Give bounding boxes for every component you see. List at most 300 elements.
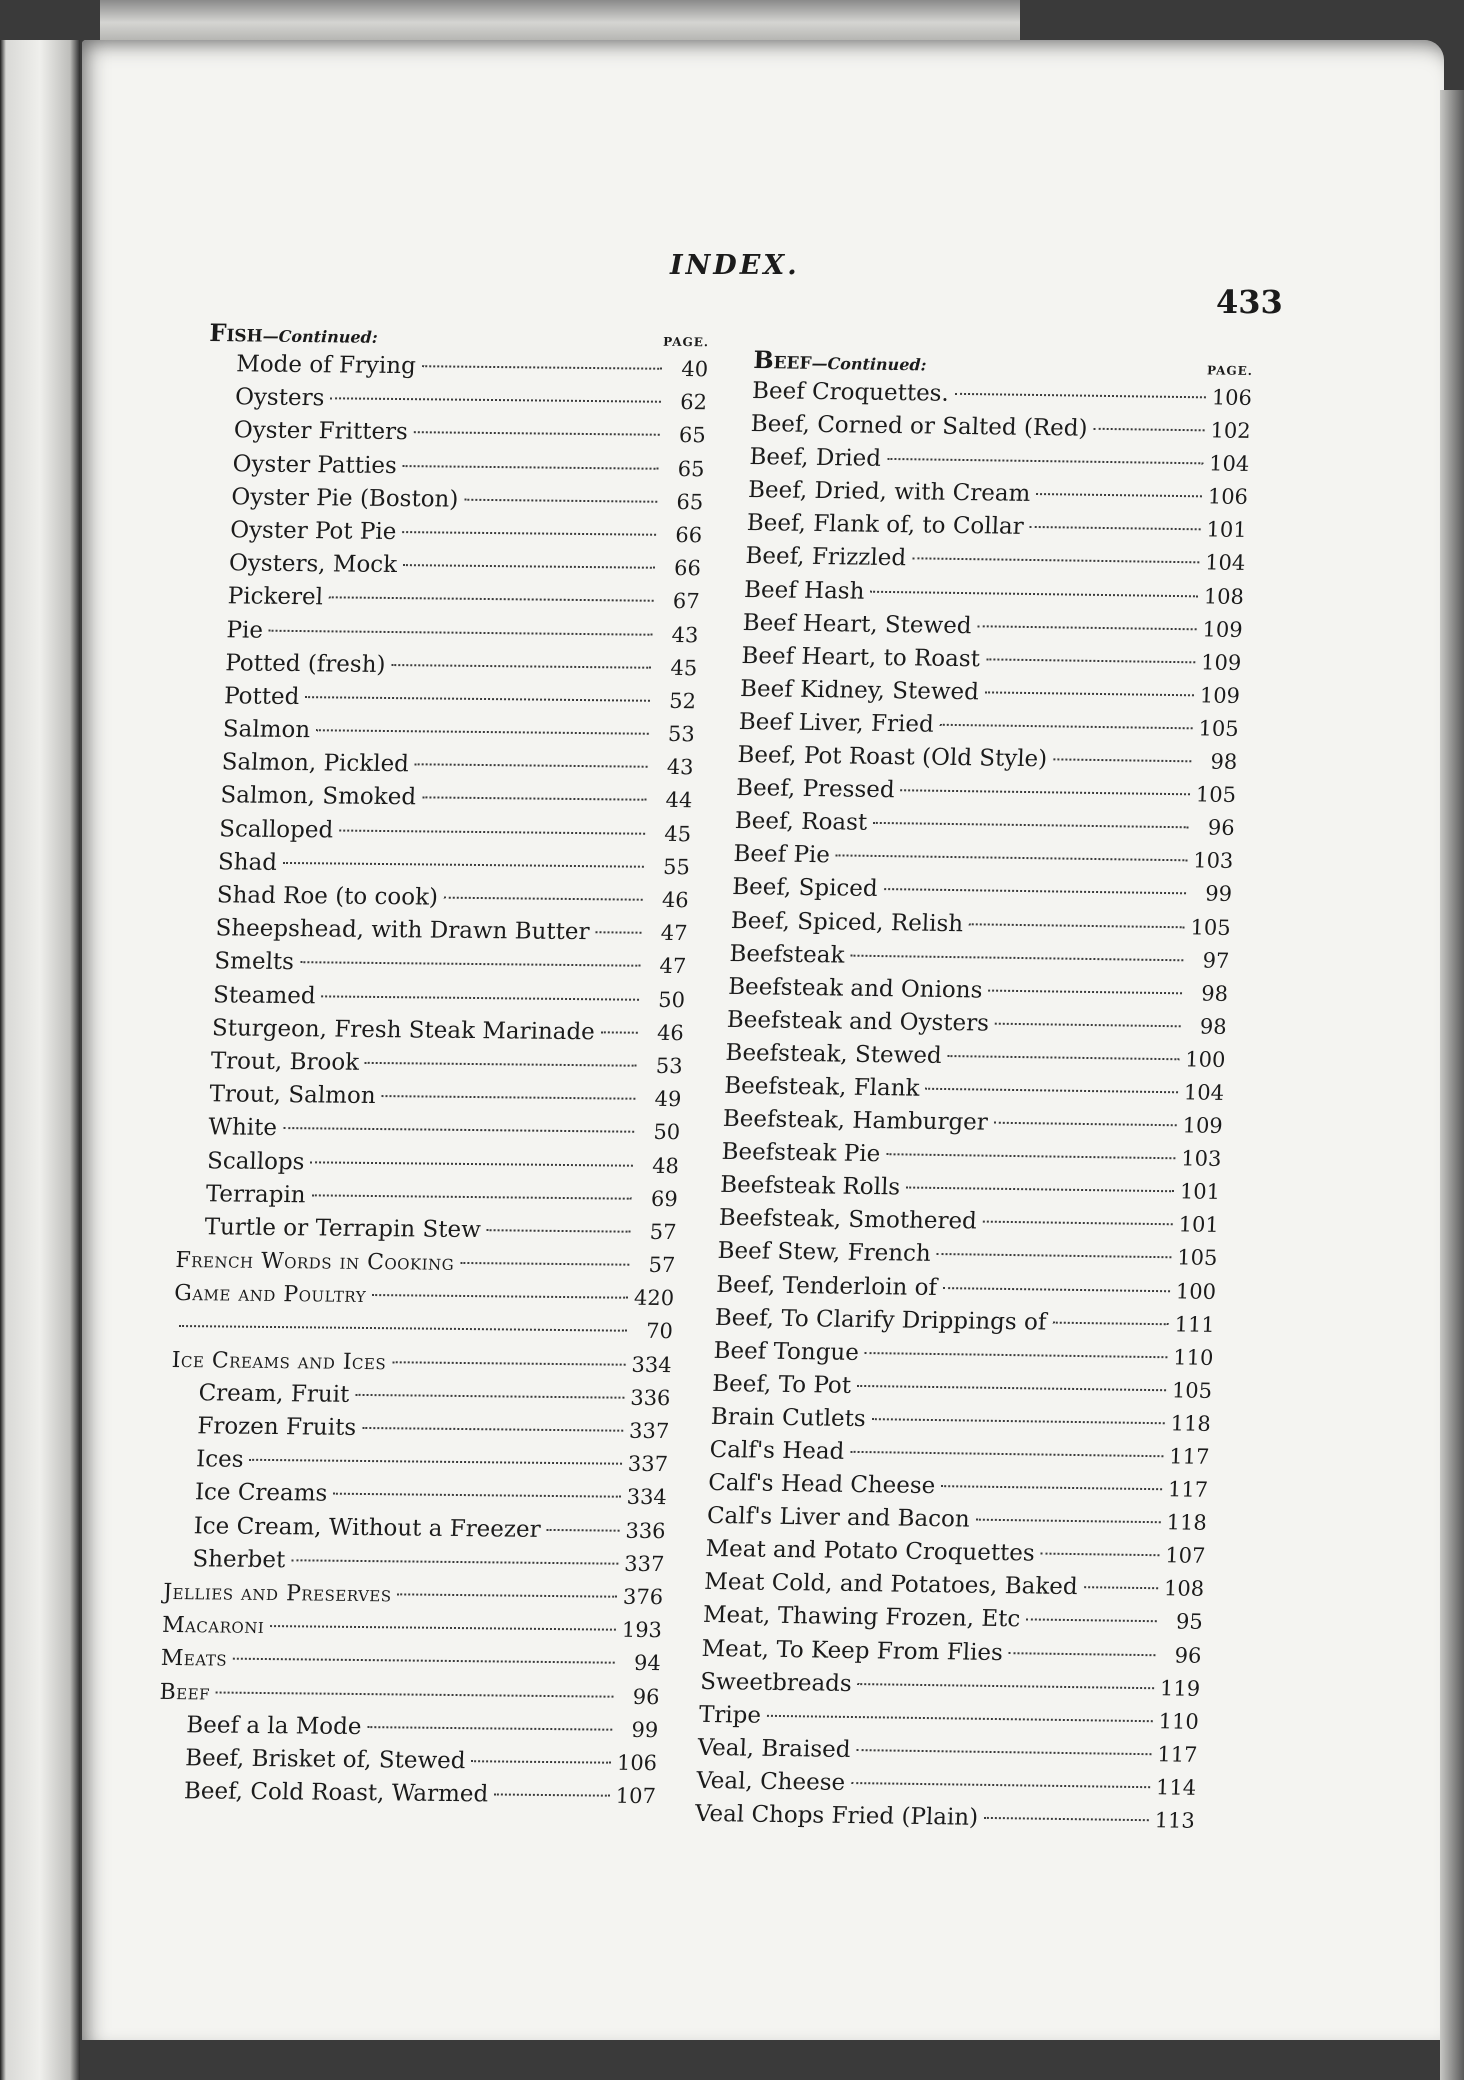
entry-label: Beef, Pressed bbox=[735, 775, 896, 804]
index-entry bbox=[185, 979, 686, 1017]
index-entry bbox=[182, 1045, 683, 1083]
entry-label: Ices bbox=[195, 1446, 245, 1473]
entry-page-number: 47 bbox=[659, 954, 687, 979]
entry-label: Game and Poultry bbox=[173, 1281, 367, 1309]
dot-leader bbox=[322, 995, 640, 1000]
book-right-edge bbox=[1440, 90, 1464, 2080]
entry-page-number: 104 bbox=[1183, 1080, 1225, 1105]
heading-continued: —Continued: bbox=[811, 353, 927, 375]
entry-page-number: 117 bbox=[1167, 1477, 1209, 1502]
index-entry bbox=[163, 1576, 664, 1614]
dot-leader bbox=[362, 1427, 623, 1432]
entry-page-number: 97 bbox=[1202, 948, 1230, 973]
entry-label: Beef Heart, Stewed bbox=[742, 609, 973, 639]
entry-page-number: 102 bbox=[1210, 418, 1252, 444]
entry-page-number: 45 bbox=[663, 821, 692, 846]
dot-leader bbox=[249, 1459, 621, 1465]
entry-page-number: 107 bbox=[615, 1783, 657, 1809]
entry-label: Veal Chops Fried (Plain) bbox=[694, 1800, 979, 1831]
dot-leader bbox=[887, 458, 1203, 464]
index-entry bbox=[208, 348, 709, 386]
dot-leader bbox=[365, 1062, 637, 1067]
entry-label: Meats bbox=[160, 1646, 228, 1672]
dot-leader bbox=[270, 1625, 616, 1631]
dot-leader bbox=[994, 1122, 1177, 1127]
dot-leader bbox=[986, 658, 1195, 663]
entry-page-number: 47 bbox=[660, 921, 688, 946]
dot-leader bbox=[943, 1287, 1170, 1292]
entry-label: Beefsteak, Hamburger bbox=[722, 1105, 989, 1136]
entry-label: Ice Cream, Without a Freezer bbox=[193, 1512, 542, 1543]
dot-leader bbox=[312, 1194, 632, 1199]
entry-label: Beef Tongue bbox=[713, 1337, 860, 1366]
dot-leader bbox=[901, 789, 1190, 795]
entry-page-number: 69 bbox=[650, 1186, 679, 1211]
entry-page-number: 45 bbox=[670, 655, 698, 680]
entry-label: Beef, Cold Roast, Warmed bbox=[183, 1778, 489, 1808]
entry-page-number: 44 bbox=[665, 788, 693, 813]
index-entry bbox=[166, 1476, 667, 1514]
index-entry bbox=[205, 414, 706, 452]
dot-leader bbox=[355, 1394, 624, 1399]
entry-page-number: 50 bbox=[653, 1120, 681, 1145]
index-entry bbox=[169, 1410, 670, 1448]
index-entry bbox=[206, 381, 707, 419]
entry-label: Sweetbreads bbox=[699, 1668, 853, 1697]
entry-page-number: 108 bbox=[1203, 583, 1245, 609]
entry-label: Beef Hash bbox=[743, 576, 865, 605]
entry-label: Beef, Spiced bbox=[731, 874, 879, 903]
entry-label: Beef Heart, to Roast bbox=[741, 642, 981, 673]
entry-page-number: 105 bbox=[1198, 716, 1240, 741]
dot-leader bbox=[1052, 1321, 1168, 1325]
entry-label: Meat Cold, and Potatoes, Baked bbox=[703, 1569, 1079, 1601]
entry-page-number: 109 bbox=[1202, 617, 1244, 642]
index-entry-list bbox=[694, 375, 1252, 1838]
entry-label: Meat, To Keep From Flies bbox=[701, 1635, 1004, 1666]
index-entry bbox=[181, 1078, 682, 1116]
entry-page-number: 117 bbox=[1156, 1742, 1198, 1767]
index-entry bbox=[187, 912, 688, 950]
entry-page-number: 110 bbox=[1158, 1709, 1200, 1734]
entry-label: Beef, Brisket of, Stewed bbox=[184, 1745, 467, 1775]
entry-page-number: 98 bbox=[1200, 981, 1229, 1006]
dot-leader bbox=[460, 1262, 629, 1266]
entry-page-number: 48 bbox=[651, 1153, 680, 1178]
entry-page-number: 107 bbox=[1164, 1543, 1206, 1569]
entry-page-number: 100 bbox=[1184, 1047, 1226, 1072]
entry-page-number: 65 bbox=[676, 489, 704, 514]
entry-page-number: 104 bbox=[1208, 451, 1250, 477]
entry-page-number: 109 bbox=[1200, 650, 1242, 675]
page-column-label: PAGE. bbox=[1206, 363, 1254, 378]
dot-leader bbox=[969, 923, 1185, 928]
entry-label: Beef, Spiced, Relish bbox=[730, 907, 964, 937]
heading-category: Beef bbox=[752, 345, 813, 375]
dot-leader bbox=[305, 696, 650, 702]
entry-page-number: 109 bbox=[1199, 683, 1241, 708]
entry-page-number: 336 bbox=[625, 1518, 667, 1543]
index-entry bbox=[203, 481, 704, 519]
entry-page-number: 337 bbox=[623, 1551, 665, 1576]
index-entry bbox=[171, 1344, 672, 1382]
entry-label: Smelts bbox=[213, 948, 295, 976]
entry-page-number: 96 bbox=[1207, 815, 1236, 841]
entry-label: French Words in Cooking bbox=[174, 1248, 455, 1276]
dot-leader bbox=[179, 1325, 627, 1332]
dot-leader bbox=[547, 1528, 620, 1531]
index-entry bbox=[204, 448, 705, 486]
entry-label: Oysters bbox=[234, 384, 325, 412]
dot-leader bbox=[858, 1683, 1154, 1689]
entry-page-number: 105 bbox=[1195, 782, 1237, 808]
entry-label: Potted bbox=[223, 683, 300, 710]
entry-page-number: 106 bbox=[1211, 385, 1253, 410]
entry-page-number: 67 bbox=[672, 589, 701, 614]
dot-leader bbox=[884, 888, 1186, 894]
entry-page-number: 65 bbox=[678, 423, 707, 448]
entry-label: Ice Creams and Ices bbox=[171, 1347, 387, 1375]
index-entry bbox=[155, 1775, 656, 1813]
entry-label: Oyster Patties bbox=[232, 450, 398, 479]
entry-label: Meat, Thawing Frozen, Etc bbox=[702, 1602, 1021, 1633]
dot-leader bbox=[382, 1095, 636, 1100]
index-column-right bbox=[694, 345, 1253, 1838]
entry-page-number: 96 bbox=[1174, 1643, 1202, 1668]
entry-label: Sheepshead, with Drawn Butter bbox=[215, 915, 590, 946]
entry-label: Beef bbox=[159, 1679, 211, 1705]
page-column-label: PAGE. bbox=[662, 334, 710, 350]
entry-page-number: 193 bbox=[621, 1617, 663, 1643]
index-entry bbox=[196, 680, 697, 718]
dot-leader bbox=[857, 1385, 1166, 1391]
dot-leader bbox=[865, 1352, 1168, 1358]
index-entry bbox=[178, 1144, 679, 1182]
entry-label: Beef, To Clarify Drippings of bbox=[714, 1304, 1047, 1336]
entry-label: Steamed bbox=[212, 981, 317, 1009]
entry-label: Beef Stew, French bbox=[717, 1238, 932, 1268]
entry-page-number: 337 bbox=[628, 1418, 670, 1444]
dot-leader bbox=[1093, 428, 1204, 432]
entry-page-number: 101 bbox=[1178, 1212, 1220, 1238]
entry-label: Calf's Head Cheese bbox=[707, 1469, 936, 1500]
entry-label: Beef a la Mode bbox=[185, 1711, 362, 1740]
index-entry bbox=[199, 580, 700, 618]
dot-leader bbox=[906, 1187, 1174, 1193]
entry-page-number: 111 bbox=[1174, 1311, 1216, 1337]
entry-page-number: 113 bbox=[1154, 1808, 1196, 1833]
dot-leader bbox=[1053, 758, 1191, 762]
dot-leader bbox=[941, 1485, 1162, 1490]
index-entry bbox=[198, 613, 699, 651]
entry-label: Oyster Pot Pie bbox=[229, 517, 397, 545]
dot-leader bbox=[444, 897, 643, 901]
dot-leader bbox=[339, 829, 645, 834]
dot-leader bbox=[333, 1493, 620, 1498]
entry-label: Beefsteak Rolls bbox=[719, 1172, 901, 1201]
entry-label: Turtle or Terrapin Stew bbox=[204, 1214, 482, 1244]
index-entry-list bbox=[155, 348, 708, 1813]
dot-leader bbox=[1009, 1652, 1156, 1656]
entry-page-number: 114 bbox=[1155, 1775, 1197, 1800]
entry-label: Ice Creams bbox=[194, 1479, 328, 1507]
dot-leader bbox=[988, 989, 1182, 994]
entry-label: Beef Croquettes. bbox=[751, 377, 950, 407]
index-entry bbox=[176, 1211, 677, 1249]
heading-continued: —Continued: bbox=[262, 326, 379, 347]
index-entry bbox=[191, 813, 692, 851]
index-entry bbox=[174, 1277, 675, 1315]
entry-page-number: 52 bbox=[668, 688, 697, 714]
entry-page-number: 99 bbox=[631, 1717, 659, 1742]
entry-label: Salmon bbox=[222, 716, 311, 744]
index-entry bbox=[158, 1709, 659, 1747]
dot-leader bbox=[372, 1294, 628, 1299]
index-entry bbox=[159, 1675, 660, 1713]
dot-leader bbox=[471, 1760, 611, 1763]
index-entry bbox=[170, 1377, 671, 1415]
entry-page-number: 46 bbox=[661, 887, 690, 913]
index-column-left bbox=[155, 318, 709, 1813]
entry-page-number: 66 bbox=[674, 522, 703, 548]
entry-label: Trout, Salmon bbox=[209, 1081, 377, 1110]
dot-leader bbox=[940, 724, 1193, 730]
dot-leader bbox=[937, 1253, 1172, 1258]
entry-label: Beef, Tenderloin of bbox=[715, 1271, 938, 1301]
dot-leader bbox=[316, 729, 649, 734]
dot-leader bbox=[873, 822, 1189, 828]
entry-label: Potted (fresh) bbox=[224, 649, 386, 678]
dot-leader bbox=[767, 1715, 1153, 1722]
dot-leader bbox=[985, 691, 1194, 696]
entry-page-number: 53 bbox=[655, 1053, 684, 1079]
entry-page-number: 40 bbox=[680, 356, 709, 382]
index-entry bbox=[157, 1742, 658, 1780]
index-entry bbox=[164, 1543, 665, 1581]
dot-leader bbox=[850, 1451, 1163, 1457]
page-number: 433 bbox=[1216, 283, 1283, 321]
index-entry bbox=[186, 945, 687, 983]
entry-label: Beefsteak and Onions bbox=[727, 973, 983, 1004]
dot-leader bbox=[216, 1691, 613, 1697]
entry-page-number: 70 bbox=[645, 1319, 674, 1344]
entry-label: Shad Roe (to cook) bbox=[216, 882, 439, 911]
entry-label: Beef, Dried bbox=[748, 444, 882, 473]
dot-leader bbox=[391, 664, 651, 669]
entry-label: Sturgeon, Fresh Steak Marinade bbox=[211, 1015, 596, 1046]
dot-leader bbox=[403, 564, 655, 569]
entry-label: Trout, Brook bbox=[210, 1048, 360, 1076]
dot-leader bbox=[392, 1361, 625, 1365]
index-entry bbox=[700, 1666, 1201, 1706]
entry-label: White bbox=[207, 1114, 278, 1142]
dot-leader bbox=[850, 954, 1183, 961]
entry-page-number: 99 bbox=[1204, 881, 1233, 907]
entry-label: Scallops bbox=[206, 1147, 305, 1175]
entry-label: Meat and Potato Croquettes bbox=[705, 1536, 1036, 1567]
dot-leader bbox=[329, 597, 654, 602]
running-header: INDEX. bbox=[670, 250, 800, 281]
entry-page-number: 118 bbox=[1170, 1411, 1212, 1436]
entry-page-number: 117 bbox=[1168, 1444, 1210, 1469]
dot-leader bbox=[1084, 1587, 1158, 1590]
index-entry bbox=[189, 846, 690, 884]
dot-leader bbox=[925, 1088, 1178, 1094]
entry-page-number: 50 bbox=[657, 987, 686, 1012]
entry-page-number: 103 bbox=[1192, 848, 1234, 874]
entry-page-number: 118 bbox=[1166, 1510, 1208, 1536]
entry-label: Pie bbox=[226, 616, 264, 644]
entry-label: Brain Cutlets bbox=[710, 1403, 867, 1432]
index-entry bbox=[200, 547, 701, 585]
entry-label: Beef Liver, Fried bbox=[738, 708, 935, 738]
entry-label: Beef Kidney, Stewed bbox=[739, 675, 980, 706]
dot-leader bbox=[1026, 1619, 1157, 1623]
entry-page-number: 110 bbox=[1172, 1345, 1214, 1370]
entry-label: Mode of Frying bbox=[235, 351, 417, 380]
entry-label: Terrapin bbox=[205, 1180, 307, 1208]
entry-page-number: 119 bbox=[1159, 1675, 1201, 1701]
dot-leader bbox=[367, 1726, 612, 1731]
index-entry bbox=[165, 1509, 666, 1547]
entry-page-number: 96 bbox=[632, 1684, 660, 1709]
dot-leader bbox=[851, 1782, 1150, 1788]
entry-label: Salmon, Pickled bbox=[221, 749, 410, 778]
dot-leader bbox=[494, 1794, 610, 1797]
entry-page-number: 336 bbox=[629, 1385, 671, 1410]
entry-page-number: 334 bbox=[626, 1485, 668, 1510]
entry-page-number: 105 bbox=[1190, 914, 1232, 940]
entry-page-number: 43 bbox=[666, 755, 694, 780]
dot-leader bbox=[283, 862, 644, 868]
index-entry bbox=[161, 1609, 662, 1647]
dot-leader bbox=[283, 1127, 634, 1133]
entry-label: Beef Pie bbox=[733, 841, 831, 869]
entry-label: Beefsteak and Oysters bbox=[726, 1006, 990, 1037]
dot-leader bbox=[595, 931, 641, 933]
index-entry bbox=[188, 879, 689, 917]
entry-label: Oyster Fritters bbox=[233, 417, 409, 446]
dot-leader bbox=[330, 397, 661, 402]
dot-leader bbox=[398, 1593, 618, 1597]
index-entry bbox=[183, 1012, 684, 1050]
entry-label: Pickerel bbox=[227, 583, 324, 611]
entry-page-number: 337 bbox=[627, 1451, 669, 1477]
index-entry bbox=[202, 514, 703, 552]
dot-leader bbox=[310, 1161, 633, 1166]
dot-leader bbox=[422, 365, 662, 370]
dot-leader bbox=[269, 629, 652, 635]
dot-leader bbox=[487, 1229, 631, 1233]
entry-page-number: 104 bbox=[1204, 550, 1246, 576]
dot-leader bbox=[300, 962, 640, 968]
entry-label: Beef, Flank of, to Collar bbox=[746, 510, 1025, 541]
entry-page-number: 106 bbox=[1207, 484, 1249, 510]
entry-label: Calf's Head bbox=[709, 1436, 845, 1465]
entry-page-number: 65 bbox=[677, 456, 705, 481]
dot-leader bbox=[978, 625, 1197, 630]
entry-page-number: 66 bbox=[673, 556, 702, 581]
entry-label: Beef, Dried, with Cream bbox=[747, 477, 1031, 508]
entry-label: Macaroni bbox=[161, 1613, 265, 1640]
index-entry bbox=[168, 1443, 669, 1481]
entry-page-number: 334 bbox=[631, 1352, 673, 1377]
index-entry bbox=[180, 1111, 681, 1149]
entry-page-number: 108 bbox=[1163, 1576, 1205, 1602]
index-entry bbox=[193, 746, 694, 784]
entry-page-number: 49 bbox=[654, 1087, 682, 1112]
entry-label: Oysters, Mock bbox=[228, 550, 398, 579]
entry-page-number: 101 bbox=[1179, 1179, 1221, 1205]
dot-leader bbox=[983, 1221, 1173, 1226]
entry-page-number: 103 bbox=[1180, 1146, 1222, 1172]
entry-label: Beef, Roast bbox=[734, 808, 868, 837]
entry-label: Shad bbox=[217, 849, 278, 876]
entry-label: Beefsteak, Flank bbox=[723, 1072, 921, 1102]
entry-label: Tripe bbox=[698, 1701, 762, 1729]
entry-label: Frozen Fruits bbox=[196, 1413, 357, 1441]
dot-leader bbox=[1036, 493, 1202, 497]
heading-category: Fish bbox=[208, 318, 264, 348]
entry-page-number: 57 bbox=[648, 1252, 676, 1278]
entry-label: Beef, Corned or Salted (Red) bbox=[750, 411, 1089, 442]
dot-leader bbox=[955, 393, 1206, 399]
dot-leader bbox=[912, 558, 1199, 564]
entry-label: Oyster Pie (Boston) bbox=[230, 484, 459, 513]
entry-page-number: 98 bbox=[1199, 1014, 1228, 1039]
index-entry bbox=[197, 647, 698, 685]
dot-leader bbox=[870, 590, 1197, 597]
index-entry bbox=[175, 1244, 676, 1282]
dot-leader bbox=[414, 432, 660, 437]
entry-page-number: 98 bbox=[1210, 749, 1238, 774]
dot-leader bbox=[464, 498, 657, 502]
entry-label: Jellies and Preserves bbox=[162, 1579, 393, 1608]
dot-leader bbox=[415, 764, 648, 768]
dot-leader bbox=[1041, 1553, 1160, 1557]
entry-page-number: 101 bbox=[1206, 517, 1248, 543]
entry-label: Beefsteak, Smothered bbox=[718, 1205, 978, 1235]
entry-page-number: 55 bbox=[662, 854, 691, 880]
index-entry bbox=[160, 1642, 661, 1680]
entry-page-number: 46 bbox=[656, 1020, 685, 1045]
entry-label: Cream, Fruit bbox=[198, 1380, 350, 1408]
entry-page-number: 53 bbox=[667, 721, 696, 747]
entry-page-number: 100 bbox=[1175, 1278, 1217, 1304]
dot-leader bbox=[403, 465, 659, 470]
index-entry bbox=[194, 713, 695, 751]
dot-leader bbox=[856, 1749, 1151, 1755]
entry-label: Veal, Braised bbox=[697, 1734, 852, 1763]
dot-leader bbox=[995, 1022, 1181, 1027]
index-entry bbox=[177, 1178, 678, 1216]
dot-leader bbox=[836, 855, 1187, 862]
entry-label: Salmon, Smoked bbox=[220, 782, 417, 811]
entry-label: Beef, Frizzled bbox=[744, 543, 907, 572]
entry-page-number: 95 bbox=[1175, 1609, 1204, 1635]
dot-leader bbox=[601, 1031, 638, 1033]
dot-leader bbox=[948, 1055, 1180, 1060]
entry-page-number: 376 bbox=[622, 1584, 664, 1610]
index-entry bbox=[172, 1310, 673, 1348]
entry-page-number: 57 bbox=[649, 1219, 677, 1245]
dot-leader bbox=[402, 531, 656, 536]
entry-label: Beefsteak Pie bbox=[721, 1139, 881, 1168]
entry-page-number: 43 bbox=[671, 622, 699, 647]
book-spine-edge bbox=[0, 40, 80, 2080]
entry-page-number: 105 bbox=[1171, 1378, 1213, 1403]
entry-page-number: 109 bbox=[1182, 1113, 1224, 1138]
